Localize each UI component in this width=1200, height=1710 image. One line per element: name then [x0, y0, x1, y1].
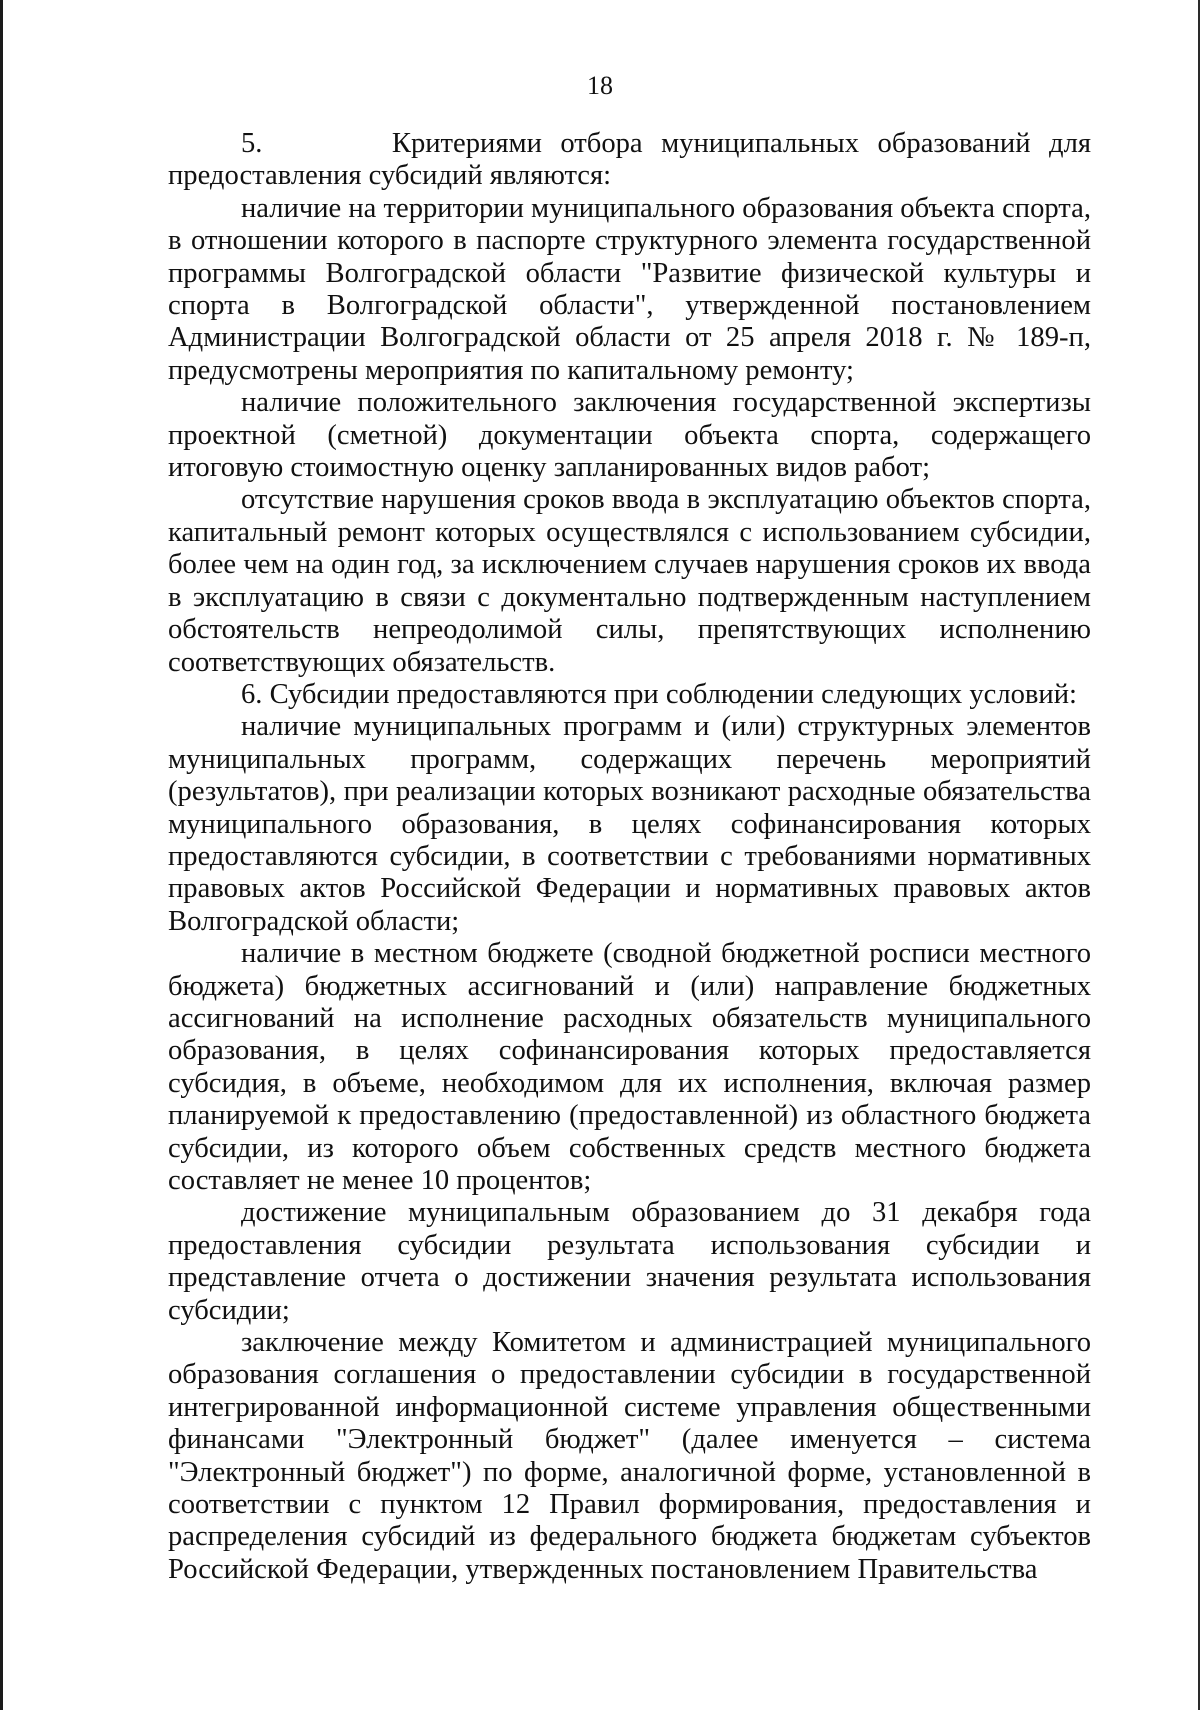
paragraph-criteria-intro: 5. Критериями отбора муниципальных образований для предоставления субсидий являются: [168, 128, 1091, 192]
paragraph-condition-programs: наличие муниципальных программ и (или) структурных элементов муниципальных программ, содержащих перечень мероприятий (результатов), при реализации которых возникают расходные обязательства муниципального образования, в целях софинансирования которых предоставляются субсидии, в соответствии с требованиями нормативных правовых актов Российской Федерации и нормативных правовых актов Волгоградской области; [168, 711, 1091, 937]
paragraph-criterion-no-violations: отсутствие нарушения сроков ввода в эксплуатацию объектов спорта, капитальный ремонт которых осуществлялся с использованием субсидии, более чем на один год, за исключением случаев нарушения сроков их ввода в эксплуатацию в связи с документально подтвержденным наступлением обстоятельств непреодолимой силы, препятствующих исполнению соответствующих обязательств. [168, 484, 1091, 678]
paragraph-criterion-expertise: наличие положительного заключения государственной экспертизы проектной (сметной) документации объекта спорта, содержащего итоговую стоимостную оценку запланированных видов работ; [168, 387, 1091, 484]
paragraph-criterion-sport-object: наличие на территории муниципального образования объекта спорта, в отношении которого в паспорте структурного элемента государственной программы Волгоградской области "Развитие физической культуры и спорта в Волгоградской области", утвержденной постановлением Администрации Волгоградской области от 25 апреля 2018 г. № 189-п, предусмотрены мероприятия по капитальному ремонту; [168, 192, 1091, 386]
paragraph-condition-result: достижение муниципальным образованием до 31 декабря года предоставления субсидии результата использования субсидии и представление отчета о достижении значения результата использования субсидии; [168, 1197, 1091, 1326]
document-body [168, 128, 1091, 1586]
scan-border-left [0, 0, 3, 1710]
paragraph-conditions-intro: 6. Субсидии предоставляются при соблюдении следующих условий: [241, 678, 1077, 710]
page-number: 18 [587, 71, 613, 100]
paragraph-condition-agreement: заключение между Комитетом и администрацией муниципального образования соглашения о предоставлении субсидии в государственной интегрированной информационной системе управления общественными финансами "Электронный бюджет" (далее именуется – система "Электронный бюджет") по форме, аналогичной форме, установленной в соответствии с пунктом 12 Правил формирования, предоставления и распределения субсидий из федерального бюджета бюджетам субъектов Российской Федерации, утвержденных постановлением Правительства [168, 1327, 1091, 1585]
paragraph-condition-budget: наличие в местном бюджете (сводной бюджетной росписи местного бюджета) бюджетных ассигнований и (или) направление бюджетных ассигнований на исполнение расходных обязательств муниципального образования, в целях софинансирования которых предоставляется субсидия, в объеме, необходимом для их исполнения, включая размер планируемой к предоставлению (предоставленной) из областного бюджета субсидии, из которого объем собственных средств местного бюджета составляет не менее 10 процентов; [168, 938, 1091, 1196]
